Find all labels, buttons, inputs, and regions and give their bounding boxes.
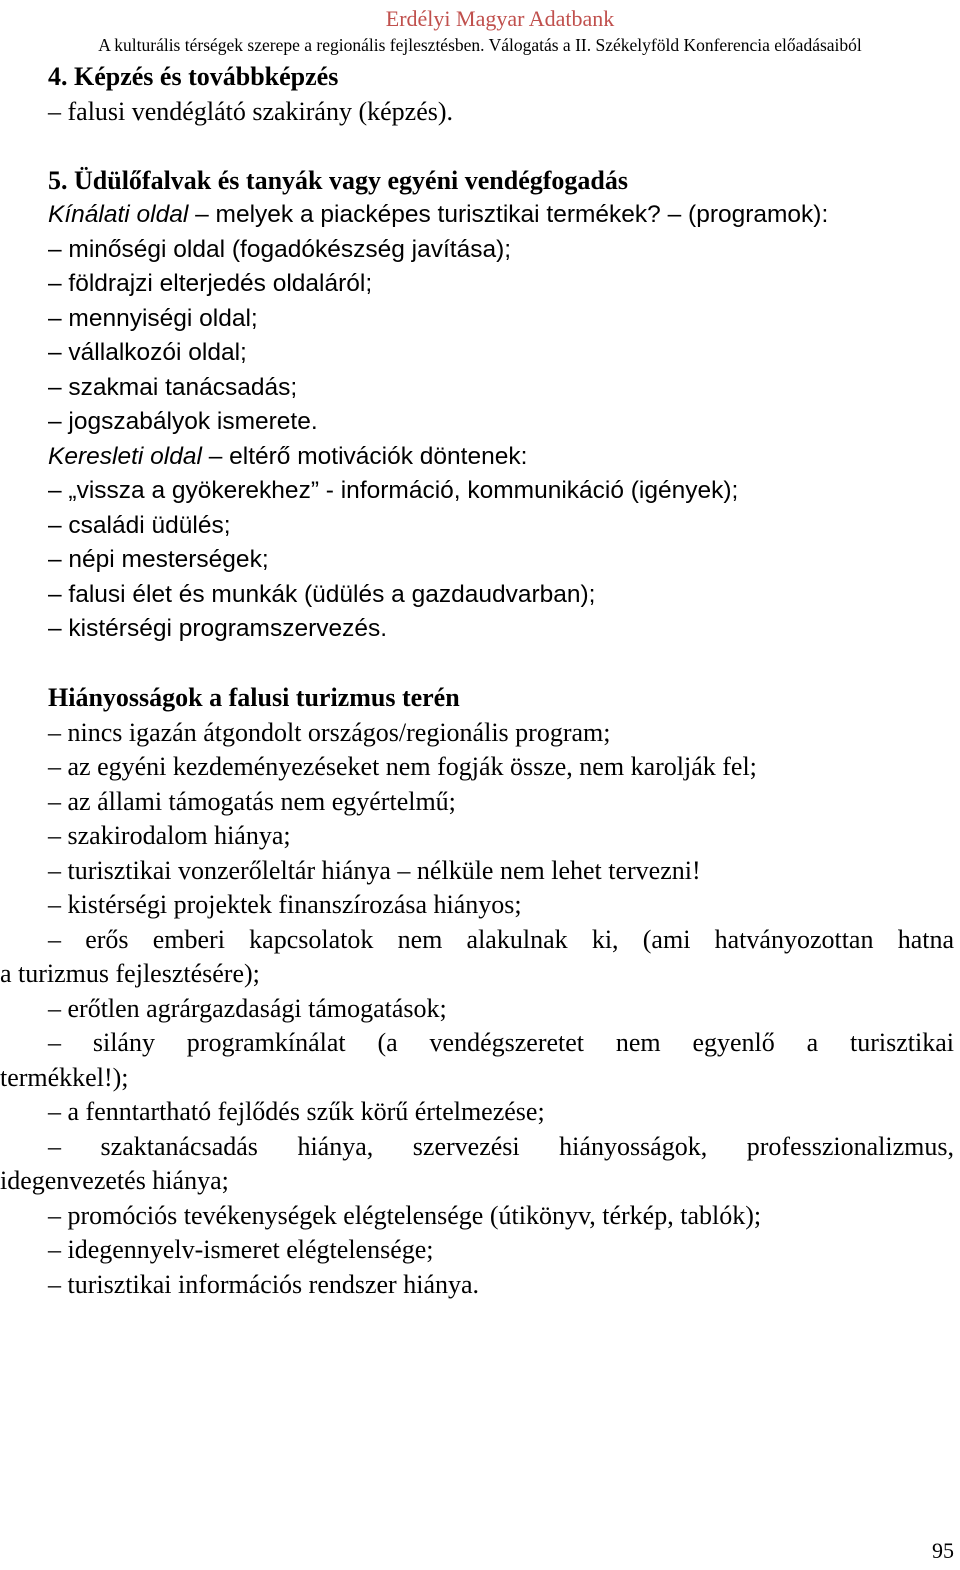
list-item: – földrajzi elterjedés oldaláról; <box>48 270 373 297</box>
list-item: – kistérségi programszervezés. <box>48 615 388 642</box>
list-item: – promóciós tevékenységek elégtelensége (útikönyv, térkép, tablók); <box>48 1200 762 1230</box>
demand-label: Keresleti oldal <box>48 442 202 470</box>
list-item: – turisztikai információs rendszer hiánya. <box>48 1269 480 1299</box>
list-item: – minőségi oldal (fogadókészség javítása); <box>48 235 512 263</box>
offer-text: – melyek a piacképes turisztikai termékek? – (programok): <box>188 201 829 228</box>
document-subtitle: A kulturális térségek szerepe a regionális fejlesztésben. Válogatás a II. Székelyföld Konferencia előadásaiból <box>98 35 862 55</box>
list-item: – idegennyelv-ismeret elégtelensége; <box>48 1235 434 1264</box>
list-item-continuation: a turizmus fejlesztésére); <box>0 959 260 988</box>
deficits-heading: Hiányosságok a falusi turizmus terén <box>48 683 460 712</box>
list-item: – népi mesterségek; <box>48 546 269 573</box>
list-item: – falusi élet és munkák (üdülés a gazdaudvarban); <box>48 580 596 608</box>
list-item: – családi üdülés; <box>48 511 231 539</box>
demand-line <box>0 440 960 475</box>
demand-text: – eltérő motivációk döntenek: <box>201 442 528 470</box>
list-item: – az egyéni kezdeményezéseket nem fogják össze, nem karolják fel; <box>48 752 757 781</box>
list-item: – vállalkozói oldal; <box>48 339 247 366</box>
list-item: – mennyiségi oldal; <box>48 304 258 332</box>
list-item-continuation: termékkel!); <box>0 1062 129 1092</box>
spacer <box>0 647 960 682</box>
site-title: Erdélyi Magyar Adatbank <box>385 6 615 31</box>
list-item: – a fenntartható fejlődés szűk körű értelmezése; <box>48 1097 545 1126</box>
list-item: – nincs igazán átgondolt országos/regionális program; <box>48 717 611 747</box>
list-item: – az állami támogatás nem egyértelmű; <box>48 786 456 816</box>
offer-line <box>0 198 960 233</box>
list-item: – erőtlen agrárgazdasági támogatások; <box>48 993 447 1023</box>
list-item: – szakirodalom hiánya; <box>48 821 291 850</box>
list-item-continuation: idegenvezetés hiánya; <box>0 1166 229 1195</box>
list-item: – „vissza a gyökerekhez” - információ, kommunikáció (igények); <box>48 477 739 504</box>
list-item: – turisztikai vonzerőleltár hiánya – nélküle nem lehet tervezni! <box>48 855 701 885</box>
spacer <box>0 129 960 164</box>
document-body <box>0 60 960 1302</box>
list-item: – jogszabályok ismerete. <box>48 408 318 435</box>
list-item-wrapped: – silány programkínálat (a vendégszeretet nem egyenlő a turisztikai <box>48 1028 954 1057</box>
list-item: – szakmai tanácsadás; <box>48 373 298 401</box>
section-heading-5: 5. Üdülőfalvak és tanyák vagy egyéni vendégfogadás <box>48 165 628 195</box>
page-header <box>0 0 960 56</box>
page-number: 95 <box>932 1538 954 1563</box>
list-item: – falusi vendéglátó szakirány (képzés). <box>48 96 454 126</box>
section-heading-4: 4. Képzés és továbbképzés <box>48 62 339 91</box>
list-item: – kistérségi projektek finanszírozása hiányos; <box>48 890 522 919</box>
list-item-wrapped: – szaktanácsadás hiánya, szervezési hiányosságok, professzionalizmus, <box>48 1131 954 1161</box>
list-item-wrapped: – erős emberi kapcsolatok nem alakulnak ki, (ami hatványozottan hatna <box>48 924 954 954</box>
offer-label: Kínálati oldal <box>48 201 189 228</box>
